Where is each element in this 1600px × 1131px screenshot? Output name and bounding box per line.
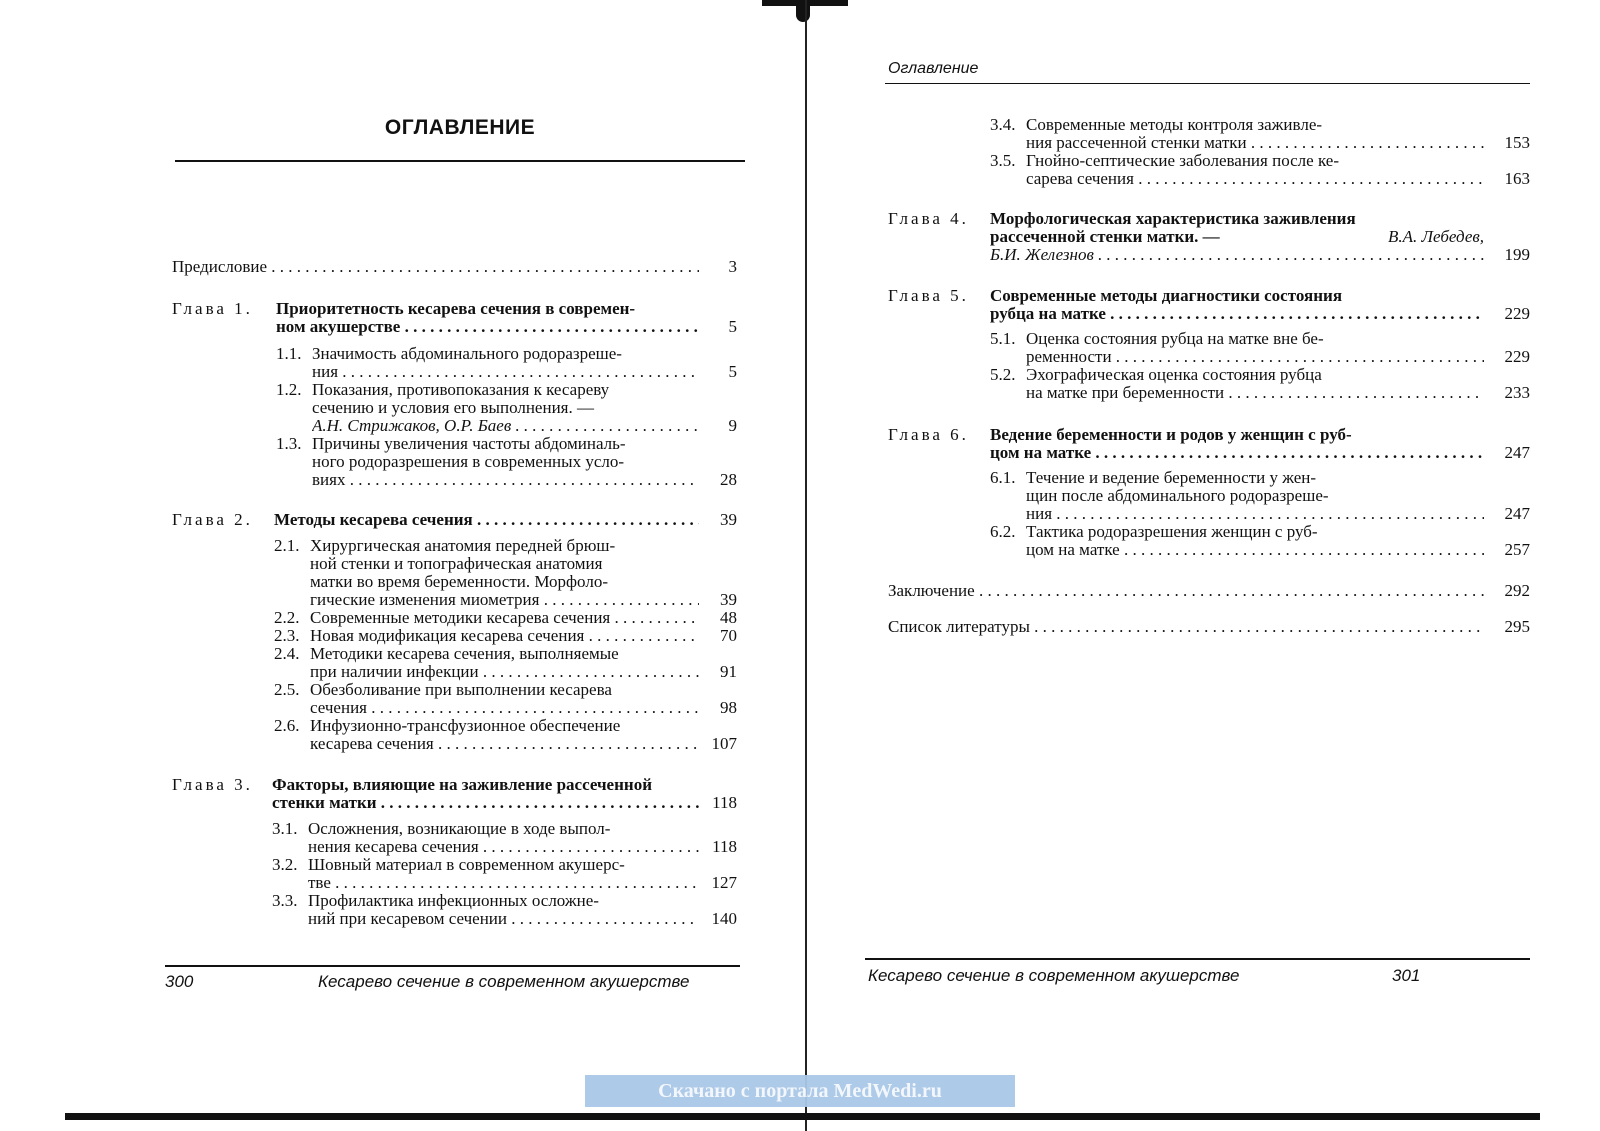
toc-entry-chapter-5 [888,287,1530,323]
page-number: 3 [728,257,737,276]
chapter-title-line: Современные методы диагностики состояния [990,286,1343,305]
section-line: Методики кесарева сечения, выполняемые [310,644,619,663]
chapter-author: В.А. Лебедев, [1387,227,1484,246]
section-line: цом на матке . . . [1026,541,1484,559]
scan-edge [65,1113,1540,1120]
section-line: ременности . . . [1026,348,1484,366]
page-number: 229 [1504,347,1530,366]
footer-book-title: Кесарево сечение в современном акушерстве [318,972,690,991]
section-line: на матке при беременности . . . [1026,384,1484,402]
title-rule [175,160,745,162]
toc-entry-section [272,820,737,856]
toc-entry-chapter-1 [172,300,737,336]
section-line: Эхографическая оценка состояния рубца [1026,365,1322,384]
chapter-title-line: Ведение беременности и родов у женщин с руб- [990,425,1352,444]
section-number: 2.4. [274,644,300,663]
section-number: 5.1. [990,329,1016,348]
page-number: 39 [720,510,737,529]
footer-page-number: 300 [165,972,194,991]
section-line: ния . . . [312,363,699,381]
section-number: 2.2. [274,608,300,627]
section-line: сарева сечения . . . [1026,170,1484,188]
toc-entry-preface [172,258,737,276]
header-rule [885,83,1530,84]
section-number: 3.3. [272,891,298,910]
section-line: Течение и ведение беременности у жен- [1026,468,1317,487]
section-line: виях . . . [312,471,699,489]
page-number: 127 [711,873,737,892]
toc-entry-conclusion [888,582,1530,600]
section-line: матки во время беременности. Морфоло- [310,572,608,591]
section-line: ния . . . [1026,505,1484,523]
chapter-label: Глава 4. [888,209,969,228]
page-number: 247 [1504,504,1530,523]
section-number: 6.2. [990,522,1016,541]
section-line: ной стенки и топографическая анатомия [310,554,603,573]
section-line: Современные методы контроля заживле- [1026,115,1323,134]
running-header: Оглавление [888,60,979,77]
section-line: Причины увеличения частоты абдоминаль- [312,434,626,453]
section-line: Показания, противопоказания к кесареву [312,380,610,399]
section-line: сечения . . . [310,699,699,717]
chapter-label: Глава 6. [888,425,969,444]
book-spine [805,0,807,1131]
page-number: 233 [1504,383,1530,402]
section-number: 3.5. [990,151,1016,170]
page-number: 295 [1504,617,1530,636]
section-line: кесарева сечения . . . [310,735,699,753]
page-number: 5 [728,362,737,381]
toc-entry-chapter-3 [172,776,737,812]
toc-entry-section [274,681,737,717]
section-number: 1.1. [276,344,302,363]
binding-clip-knob [796,4,810,22]
section-line: ний при кесаревом сечении . . . [308,910,699,928]
section-line: Оценка состояния рубца на матке вне бе- [1026,329,1324,348]
page-number: 48 [720,608,737,627]
section-number: 1.3. [276,434,302,453]
section-number: 2.6. [274,716,300,735]
page-number: 199 [1504,245,1530,264]
toc-entry-section [276,435,737,489]
chapter-label: Глава 1. [172,299,253,318]
page-number: 5 [728,317,737,336]
section-number: 2.5. [274,680,300,699]
toc-entry-section [274,609,737,627]
page-number: 70 [720,626,737,645]
page-number: 118 [712,793,737,812]
section-number: 2.1. [274,536,300,555]
toc-entry-section [274,717,737,753]
toc-entry-references [888,618,1530,636]
section-line: ния рассеченной стенки матки . . . [1026,134,1484,152]
page-number: 163 [1504,169,1530,188]
toc-entry-section [990,330,1530,366]
section-number: 1.2. [276,380,302,399]
chapter-label: Глава 2. [172,510,253,529]
footer-rule [865,958,1530,960]
toc-entry-section [276,345,737,381]
chapter-label: Глава 5. [888,286,969,305]
chapter-title-line: рубца на матке . . . [990,305,1484,323]
toc-entry-section [274,645,737,681]
section-line: Шовный материал в современном акушерс- [308,855,625,874]
section-line: Новая модификация кесарева сечения . . . [310,627,699,645]
section-line: Тактика родоразрешения женщин с руб- [1026,522,1318,541]
page-number: 39 [720,590,737,609]
page-number: 140 [711,909,737,928]
section-line: нения кесарева сечения . . . [308,838,699,856]
toc-entry-section [276,381,737,435]
toc-entry-section [274,627,737,645]
section-number: 3.1. [272,819,298,838]
chapter-title-line: цом на матке . . . [990,444,1484,462]
section-line: щин после абдоминального родоразреше- [1026,486,1329,505]
chapter-title-line: рассеченной стенки матки. — [990,227,1220,246]
section-line: Обезболивание при выполнении кесарева [310,680,612,699]
section-line: гические изменения миометрия . . . [310,591,699,609]
chapter-title-line: Факторы, влияющие на заживление рассеченной [272,775,652,794]
chapter-label: Глава 3. [172,775,253,794]
page-number: 292 [1504,581,1530,600]
toc-entry-section [990,523,1530,559]
section-number: 2.3. [274,626,300,645]
section-line: Современные методики кесарева сечения . . . [310,609,699,627]
right-page [800,0,1600,1131]
page-number: 9 [728,416,737,435]
section-line: Инфузионно-трансфузионное обеспечение [310,716,621,735]
page-number: 98 [720,698,737,717]
page-number: 229 [1504,304,1530,323]
page-number: 153 [1504,133,1530,152]
section-line: Гнойно-септические заболевания после ке- [1026,151,1339,170]
footer-rule [165,965,740,967]
toc-entry-chapter-6 [888,426,1530,462]
chapter-title-line: Методы кесарева сечения . . . [274,511,699,529]
section-number: 6.1. [990,468,1016,487]
footer-book-title: Кесарево сечение в современном акушерстве [868,966,1240,985]
section-line: Профилактика инфекционных осложне- [308,891,599,910]
toc-entry-chapter-2 [172,511,737,529]
page-number: 247 [1504,443,1530,462]
section-authors: А.Н. Стрижаков, О.Р. Баев . . . [312,417,699,435]
watermark-banner: Скачано с портала MedWedi.ru [585,1075,1015,1107]
chapter-author: Б.И. Железнов . . . [990,246,1484,264]
page-number: 91 [720,662,737,681]
section-number: 5.2. [990,365,1016,384]
section-line: Хирургическая анатомия передней брюш- [310,536,616,555]
chapter-title-line: стенки матки . . . [272,794,699,812]
footer-page-number: 301 [1392,966,1421,985]
chapter-title-line: ном акушерстве . . . [276,318,699,336]
toc-entry-section [990,152,1530,188]
section-number: 3.4. [990,115,1016,134]
toc-entry-section [990,366,1530,402]
page-number: 118 [712,837,737,856]
section-line: сечению и условия его выполнения. — [312,398,594,417]
section-line: Осложнения, возникающие в ходе выпол- [308,819,611,838]
toc-entry-section [990,116,1530,152]
page-number: 107 [711,734,737,753]
toc-entry-chapter-4 [888,210,1530,264]
toc-entry-section [274,537,737,609]
entry-text: Предисловие . . . [172,258,699,276]
page-number: 257 [1504,540,1530,559]
section-line: ного родоразрешения в современных усло- [312,452,625,471]
toc-entry-section [990,469,1530,523]
page-number: 28 [720,470,737,489]
section-line: Значимость абдоминального родоразреше- [312,344,622,363]
entry-text: Заключение . . . [888,582,1484,600]
section-number: 3.2. [272,855,298,874]
chapter-title-line: Приоритетность кесарева сечения в современ- [276,299,636,318]
entry-text: Список литературы . . . [888,618,1484,636]
section-line: при наличии инфекции . . . [310,663,699,681]
toc-entry-section [272,856,737,892]
toc-title: ОГЛАВЛЕНИЕ [384,116,536,139]
toc-entry-section [272,892,737,928]
section-line: тве . . . [308,874,699,892]
chapter-title-line: Морфологическая характеристика заживления [990,209,1356,228]
